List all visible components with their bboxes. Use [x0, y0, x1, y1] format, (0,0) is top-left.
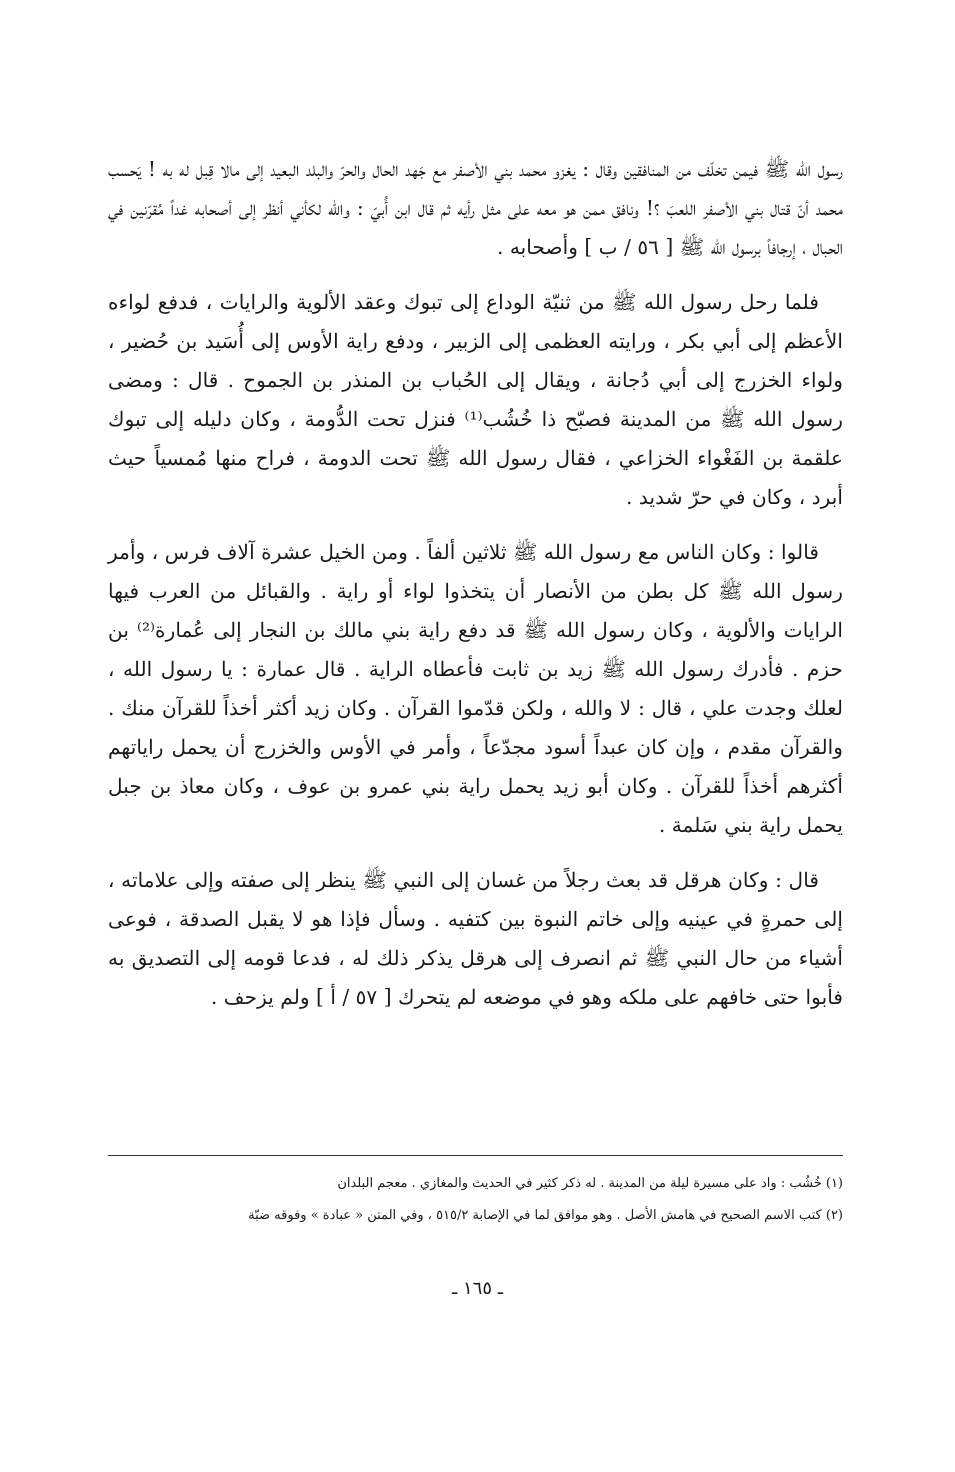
paragraph-2: فلما رحل رسول الله ﷺ من ثنيّة الوداع إلى تبوك وعقد الألوية والرايات ، فدفع لواءه الأعظم إلى أبي بكر ، ورايته العظمى إلى الزبير ، ودفع راية الأوس إلى أُسَيد بن حُضير ، ولواء الخزرج إلى أبي دُجانة ، ويقال إلى الحُباب بن المنذر بن الجموح . قال : ومضى رسول الله ﷺ من المدينة فصبّح ذا خُشُب⁽¹⁾ فنزل تحت الدُّومة ، وكان دليله إلى تبوك علقمة بن الفَغْواء الخزاعي ، فقال رسول الله ﷺ تحت الدومة ، فراح منها مُمسياً حيث أبرد ، وكان في حرّ شديد .: [108, 290, 843, 509]
footnote-1: (١) خُشُب : واد على مسيرة ليلة من المدينة . له ذكر كثير في الحديث والمغازي . معجم البلدان: [337, 1176, 843, 1191]
paragraph-4: قال : وكان هرقل قد بعث رجلاً من غسان إلى النبي ﷺ ينظر إلى صفته وإلى علاماته ، إلى حمرةٍ في عينيه وإلى خاتم النبوة بين كتفيه . وسأل فإذا هو لا يقبل الصدقة ، فوعى أشياء من حال النبي ﷺ ثم انصرف إلى هرقل يذكر ذلك له ، فدعا قومه إلى التصديق به فأبوا حتى خافهم على ملكه وهو في موضعه لم يتحرك [ ٥٧ / أ ] ولم يزحف .: [108, 868, 843, 1009]
footnote-2: (٢) كتب الاسم الصحيح في هامش الأصل . وهو موافق لما في الإصابة ٥١٥/٢ ، وفي المتن « عبادة » وفوقه ضبّة: [248, 1208, 843, 1223]
page-number: ـ ١٦٥ ـ: [451, 1278, 503, 1299]
footnote-divider: [108, 1155, 843, 1156]
footnotes: [108, 1168, 843, 1232]
main-text: [108, 150, 843, 1033]
paragraph-3: قالوا : وكان الناس مع رسول الله ﷺ ثلاثين ألفاً . ومن الخيل عشرة آلاف فرس ، وأمر رسول الله ﷺ كل بطن من الأنصار أن يتخذوا لواء أو راية . والقبائل من العرب فيها الرايات والألوية ، وكان رسول الله ﷺ قد دفع راية بني مالك بن النجار إلى عُمارة⁽²⁾ بن حزم . فأدرك رسول الله ﷺ زيد بن ثابت فأعطاه الراية . قال عمارة : يا رسول الله ، لعلك وجدت علي ، قال : لا والله ، ولكن قدّموا القرآن . وكان زيد أكثر أخذاً للقرآن منك . والقرآن مقدم ، وإن كان عبداً أسود مجدّعاً ، وأمر في الأوس والخزرج أن يحمل راياتهم أكثرهم أخذاً للقرآن . وكان أبو زيد يحمل راية بني عمرو بن عوف ، وكان معاذ بن جبل يحمل راية بني سَلمة .: [108, 540, 843, 837]
paragraph-1: رسول الله ﷺ فيمن تخلّف من المنافقين وقال : يغزو محمد بني الأصفر مع جَهد الحال والحرّ والبلد البعيد إلى مالا قِبل له به ! يَحسب محمد أنّ قتال بني الأصفر اللعبَ ؟! ونافق ممن هو معه على مثل رأيه ثم قال ابن أُبيّ : والله لكأني أنظر إلى أصحابه غداً مُقرّنين في الحبال ، إرجافاً برسول الله ﷺ [ ٥٦ / ب ] وأصحابه .: [108, 157, 843, 259]
